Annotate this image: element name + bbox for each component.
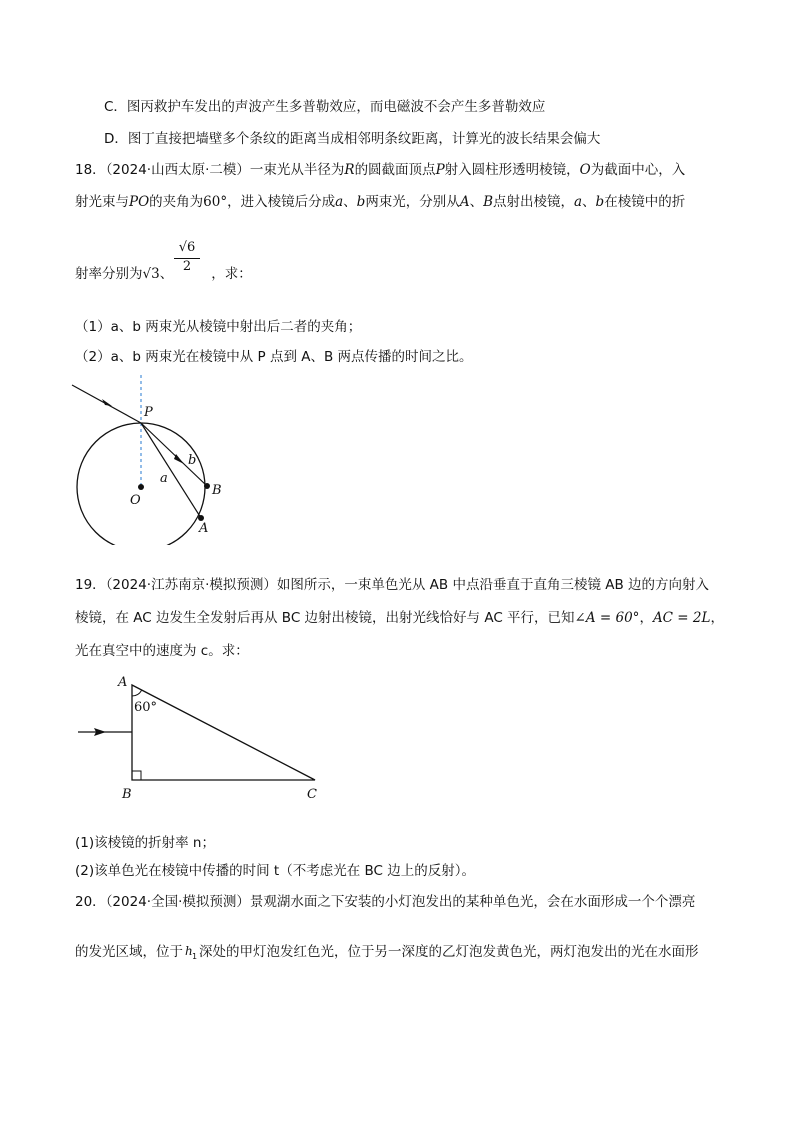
- q19-text: 如图所示，一束单色光从 AB 中点沿垂直于直角三棱镜 AB 边的方向射入: [276, 577, 710, 593]
- q20-text: 景观湖水面之下安装的小灯泡发出的某种单色光，会在水面形成一个个漂亮: [249, 894, 696, 910]
- ray-b-arrow: [174, 454, 184, 464]
- q18-text: 、: [159, 266, 174, 282]
- point-B: [204, 483, 210, 489]
- var-a: a: [573, 194, 583, 210]
- q20-source: （2024·全国·模拟预测）: [105, 894, 250, 910]
- q18-text: 两束光，分别从: [365, 194, 460, 210]
- q19-line-2: [75, 609, 740, 627]
- q19-text: 棱镜，在 AC 边发生全发射后再从 BC 边射出棱镜，出射光线恰好与 AC 平行，已知: [75, 610, 575, 626]
- q18-text: 的圆截面顶点: [354, 162, 436, 178]
- q18-text: 、: [343, 194, 357, 210]
- q18-sub-2: （2）a、b 两束光在棱镜中从 P 点到 A、B 两点传播的时间之比。: [75, 349, 473, 365]
- q19-figure: [70, 670, 340, 805]
- q19-line-1: [75, 576, 740, 594]
- q18-text: ，求：: [211, 266, 252, 282]
- label-B: B: [212, 483, 222, 498]
- q18-line-1: [75, 161, 740, 179]
- prism-triangle: [132, 685, 315, 780]
- var-h-sub: 1: [192, 952, 198, 961]
- q18-sub-1: （1）a、b 两束光从棱镜中射出后二者的夹角；: [75, 319, 362, 335]
- frac-numerator: √6: [178, 240, 196, 255]
- option-c: C．图丙救护车发出的声波产生多普勒效应，而电磁波不会产生多普勒效应: [104, 99, 546, 115]
- q19-source: （2024·江苏南京·模拟预测）: [105, 577, 277, 593]
- var-b: b: [356, 194, 366, 210]
- q18-line-2: [75, 193, 740, 211]
- q18-number: 18．: [75, 162, 106, 178]
- var-A: A: [459, 194, 470, 210]
- label-P: P: [144, 405, 153, 420]
- angle-value: 60°: [203, 194, 228, 210]
- q18-text: 射光束与: [75, 194, 129, 210]
- q20-line-1: [75, 893, 740, 911]
- ray-a: [141, 423, 201, 518]
- angle-arc: [132, 691, 142, 697]
- right-angle-mark: [132, 771, 141, 780]
- q18-text: 、: [469, 194, 484, 210]
- q18-text: ，进入棱镜后分成: [227, 194, 336, 210]
- var-h: h: [185, 944, 193, 958]
- var-P: P: [435, 162, 445, 178]
- label-C: C: [307, 787, 317, 802]
- q18-text: 在棱镜中的折: [604, 194, 686, 210]
- var-a: a: [335, 194, 344, 210]
- frac-denominator: 2: [182, 259, 192, 274]
- q19-line-3: 光在真空中的速度为 c。求：: [75, 643, 249, 659]
- condition-length: AC = 2L: [652, 610, 711, 626]
- condition-angle: ∠A = 60°: [574, 610, 640, 626]
- q18-text: 射率分别为: [75, 266, 143, 282]
- label-A: A: [199, 521, 209, 536]
- q18-text: 、: [582, 194, 596, 210]
- q19-text: ，: [639, 610, 653, 626]
- q20-line-2: [75, 943, 740, 961]
- label-b: b: [188, 453, 197, 468]
- label-B: B: [122, 787, 132, 802]
- label-O: O: [130, 493, 141, 508]
- var-b: b: [595, 194, 605, 210]
- sqrt3: √3: [142, 266, 160, 282]
- q18-text: 一束光从半径为: [249, 162, 345, 178]
- q18-text: 射入圆柱形透明棱镜，: [444, 162, 580, 178]
- var-PO: PO: [129, 194, 150, 210]
- q18-text: 点射出棱镜，: [492, 194, 574, 210]
- q18-source: （2024·山西太原·二模）: [105, 162, 250, 178]
- q19-sub-1: (1)该棱镜的折射率 n；: [75, 835, 215, 851]
- q19-text: ，: [710, 610, 724, 626]
- q19-sub-2: (2)该单色光在棱镜中传播的时间 t（不考虑光在 BC 边上的反射）。: [75, 863, 475, 879]
- q18-figure: [60, 370, 240, 545]
- q19-number: 19．: [75, 577, 106, 593]
- q20-number: 20．: [75, 894, 106, 910]
- label-a: a: [160, 471, 168, 486]
- q18-text: 的夹角为: [149, 194, 204, 210]
- q18-text: 为截面中心，入: [590, 162, 686, 178]
- point-O: [138, 484, 144, 490]
- fraction-sqrt6-over-2: [172, 240, 202, 275]
- var-B: B: [483, 194, 493, 210]
- q20-text: 深处的甲灯泡发红色光，位于另一深度的乙灯泡发黄色光，两灯泡发出的光在水面形: [199, 944, 699, 960]
- var-R: R: [344, 162, 355, 178]
- label-angle: 60°: [134, 700, 158, 715]
- q20-text: 的发光区域，位于: [75, 944, 183, 960]
- option-d: D．图丁直接把墙壁多个条纹的距离当成相邻明条纹距离，计算光的波长结果会偏大: [104, 131, 601, 147]
- var-O: O: [579, 162, 591, 178]
- label-A: A: [118, 675, 128, 690]
